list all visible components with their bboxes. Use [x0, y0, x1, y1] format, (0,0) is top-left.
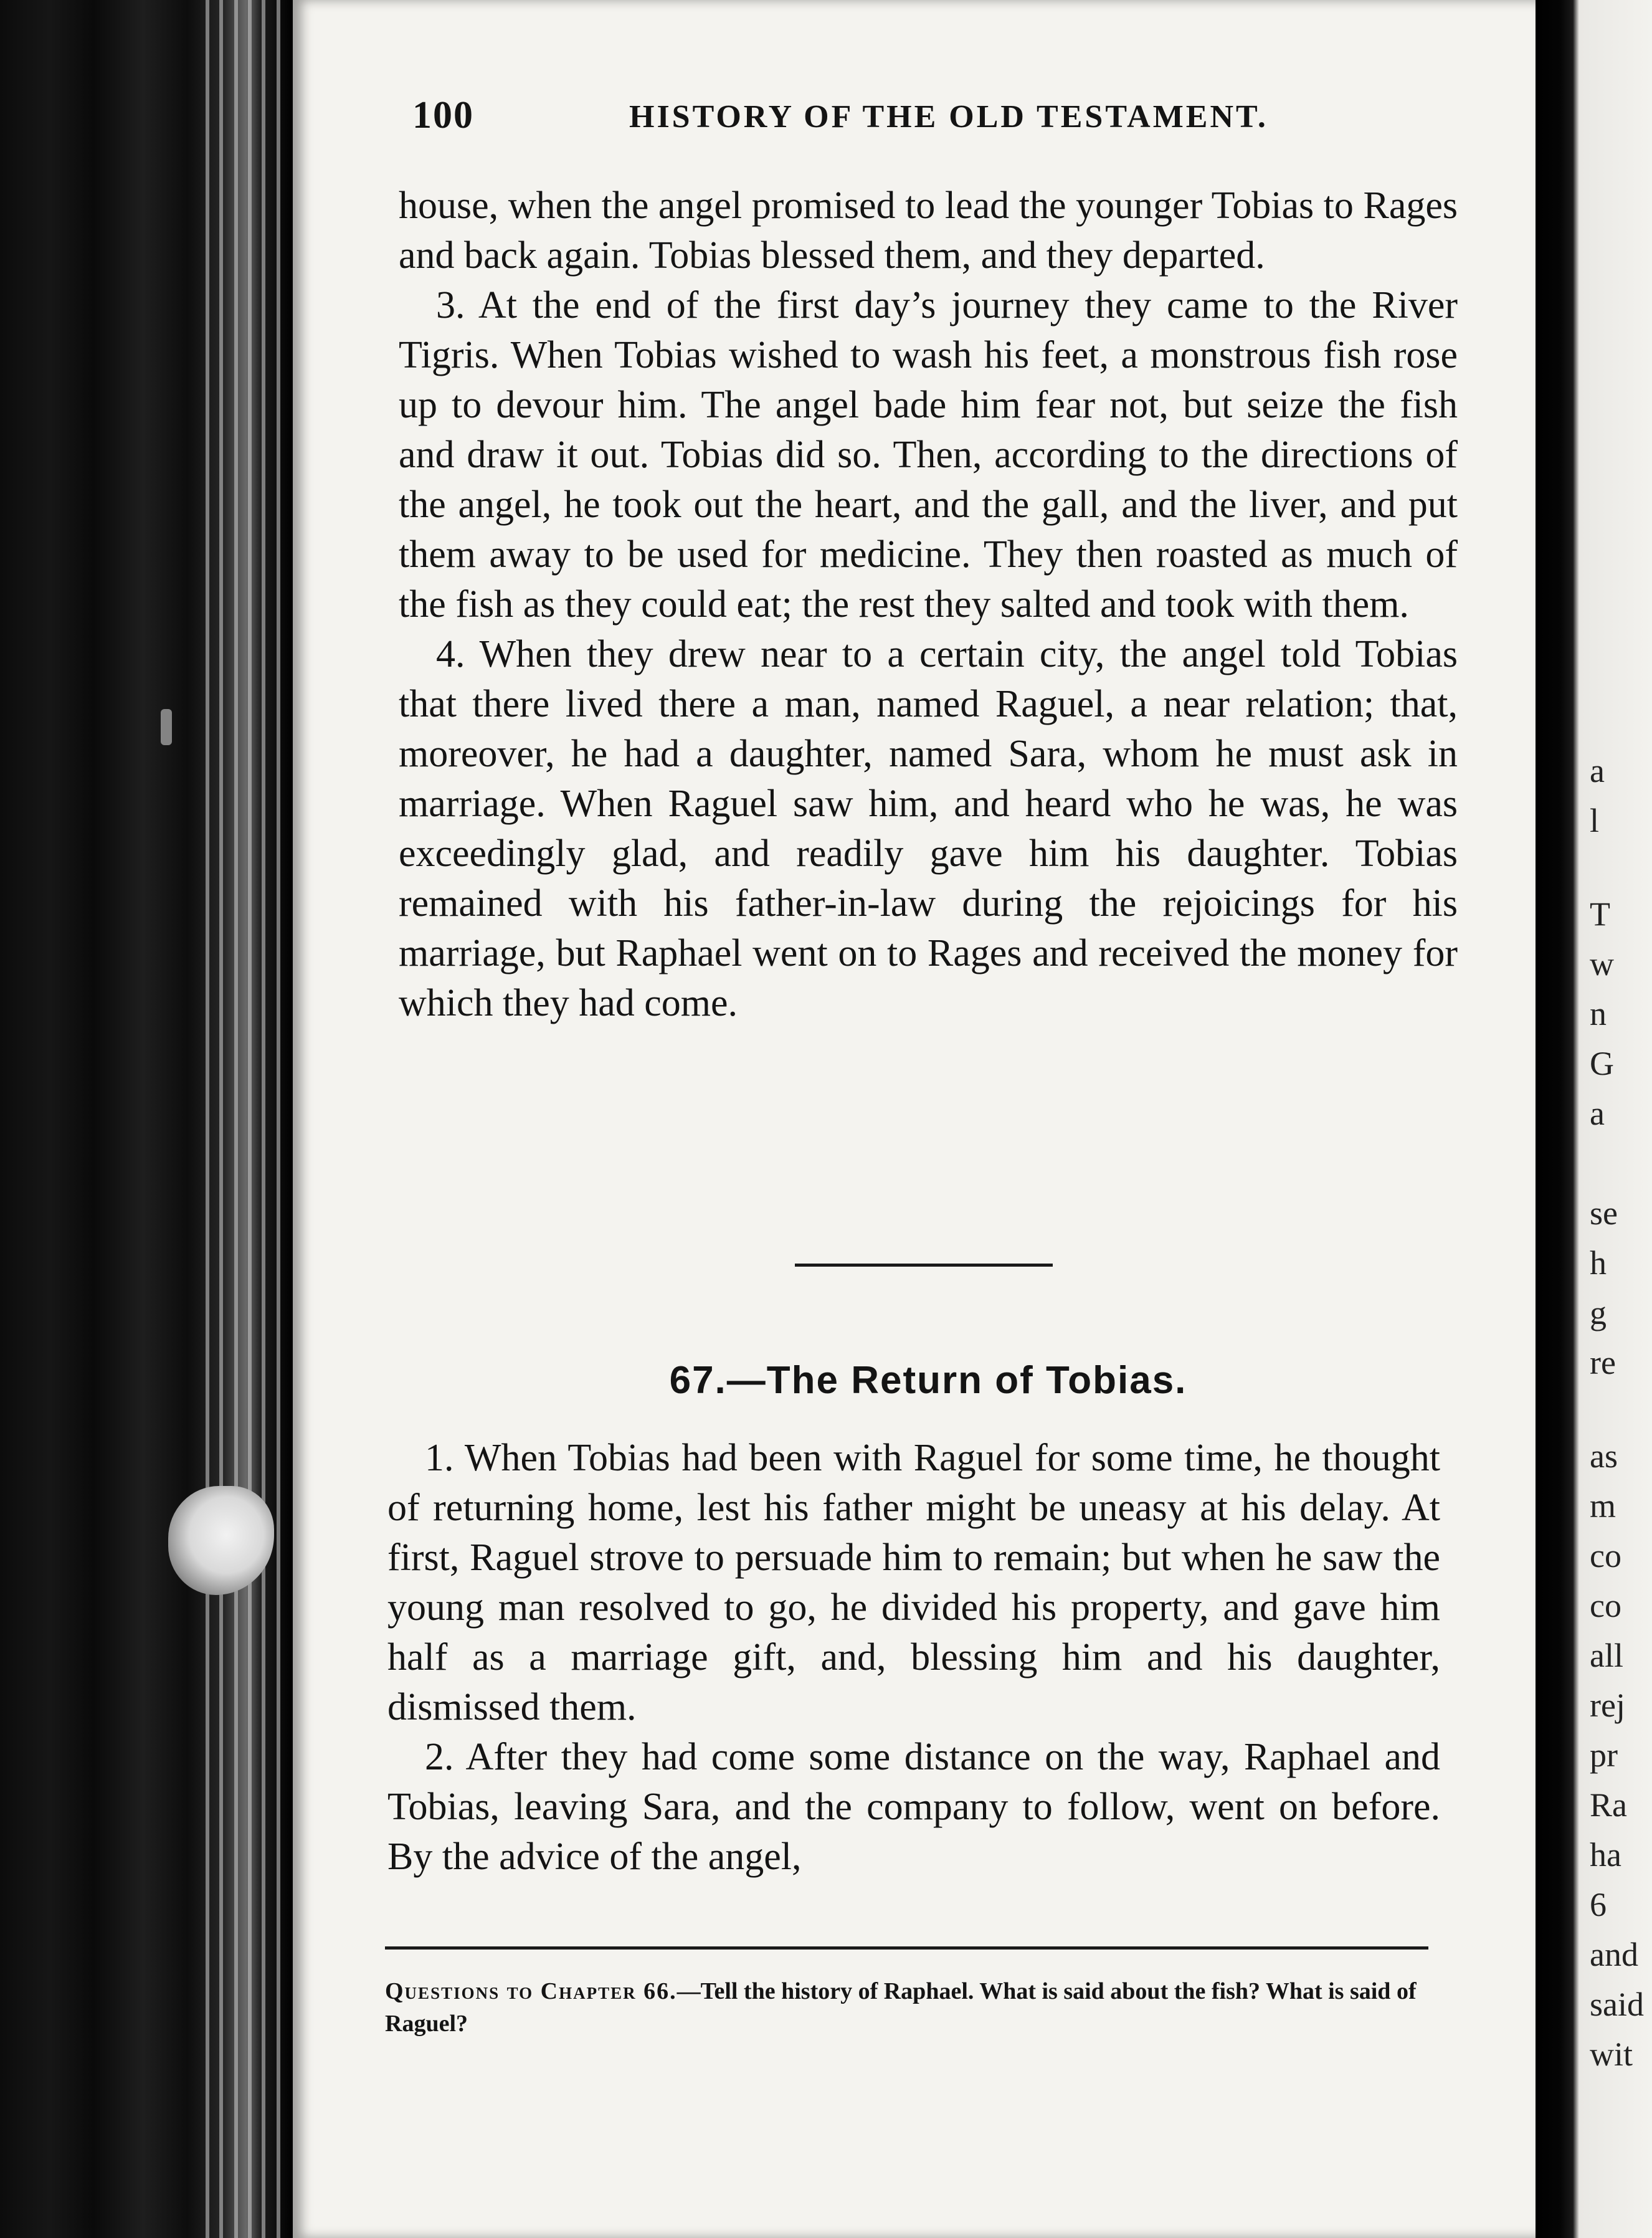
book-binding: [0, 0, 293, 2238]
next-page-fragment: n: [1590, 995, 1607, 1032]
questions-text: —Tell the history of Raphael. What is said about the fish? What is said of Raguel?: [385, 1978, 1417, 2037]
chapter-questions: [385, 1975, 1438, 2040]
page-edge-line: [234, 0, 238, 2238]
next-page-fragment: as: [1590, 1437, 1618, 1475]
next-page-fragment: m: [1590, 1487, 1616, 1525]
next-page-fragment: 6: [1590, 1886, 1607, 1923]
running-title: HISTORY OF THE OLD TESTAMENT.: [629, 99, 1268, 135]
next-page-fragment: all: [1590, 1637, 1623, 1674]
next-page-fragment: h: [1590, 1244, 1607, 1282]
next-page-fragment: a: [1590, 1095, 1605, 1132]
paragraph-continued: house, when the angel promised to lead the younger Tobias to Rages and back again. Tobias blessed them, and they departed.: [399, 184, 1458, 277]
paper-mark: [161, 709, 172, 745]
next-page-fragment: and: [1590, 1936, 1638, 1973]
section-paragraph-1: 1. When Tobias had been with Raguel for some time, he thought of returning home, lest his father might be uneasy at his delay. At first, Raguel strove to persuade him to remain; but when he saw the young man resolved to go, he divided his property, and gave him half as a marriage gift, and, blessing him and his daughter, dismissed them.: [387, 1437, 1440, 1728]
section-paragraph-2: 2. After they had come some distance on the way, Raphael and Tobias, leaving Sara, and the company to follow, went on before. By the advice of the angel,: [387, 1736, 1440, 1878]
next-page-fragment: re: [1590, 1344, 1616, 1381]
next-page-fragment: wit: [1590, 2036, 1633, 2073]
next-page-fragment: w: [1590, 945, 1614, 983]
running-header: [412, 93, 1269, 143]
next-page-fragment: G: [1590, 1045, 1614, 1082]
next-page-fragment: pr: [1590, 1736, 1618, 1774]
paragraph-4: 4. When they drew near to a certain city, the angel told Tobias that there lived there a man, named Raguel, a near relation; that, moreover, he had a daughter, named Sara, whom he must ask in marriage. When Raguel saw him, and heard who he was, he was exceedingly glad, and readily gave him his daughter. Tobias remained with his father-in-law during the rejoicings for his marriage, but Raphael went on to Rages and received the money for which they had come.: [399, 633, 1458, 1024]
next-page-fragment: se: [1590, 1194, 1618, 1232]
section-title: 67.—The Return of Tobias.: [669, 1359, 1187, 1402]
next-page-fragment: l: [1590, 802, 1600, 839]
next-page-fragment: rej: [1590, 1687, 1625, 1724]
page-edge-line: [277, 0, 280, 2238]
next-page-fragment: co: [1590, 1537, 1621, 1574]
next-page-fragment: a: [1590, 752, 1605, 789]
paragraph-3: 3. At the end of the first day’s journey they came to the River Tigris. When Tobias wished to wash his feet, a monstrous fish rose up to devour him. The angel bade him fear not, but seize the fish and draw it out. Tobias did so. Then, according to the directions of the angel, he took out the heart, and the gall, and the liver, and put them away to be used for medicine. They then roasted as much of the fish as they could eat; the rest they salted and took with them.: [399, 284, 1458, 626]
next-page-fragment: ha: [1590, 1836, 1621, 1874]
footnote-divider: [385, 1946, 1428, 1950]
next-page-fragment: co: [1590, 1587, 1621, 1624]
section-body-text: [387, 1433, 1440, 1882]
page-edge-line: [219, 0, 223, 2238]
page-edge-line: [206, 0, 209, 2238]
body-text: [399, 181, 1458, 1028]
page-edge-line: [248, 0, 252, 2238]
questions-heading: Questions to Chapter 66.: [385, 1978, 677, 2004]
page-number: 100: [412, 94, 474, 136]
section-divider: [795, 1264, 1053, 1267]
page-edge-line: [262, 0, 265, 2238]
next-page-text-fragments: [1590, 0, 1652, 2238]
next-page-fragment: g: [1590, 1294, 1607, 1331]
next-page-fragment: Ra: [1590, 1786, 1627, 1824]
next-page-fragment: said: [1590, 1986, 1644, 2023]
next-page-fragment: T: [1590, 895, 1610, 933]
